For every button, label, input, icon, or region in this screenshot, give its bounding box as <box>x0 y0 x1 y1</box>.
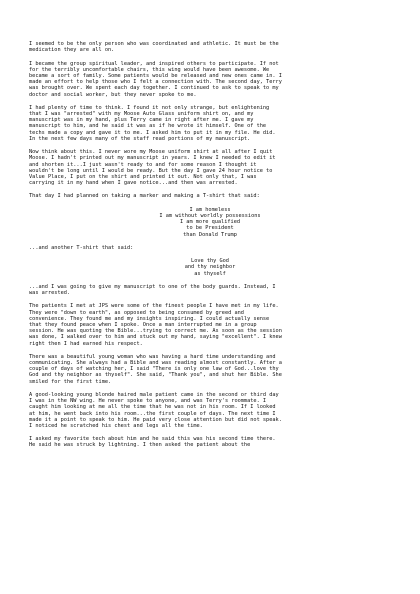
paragraph <box>29 245 391 251</box>
paragraph <box>29 41 391 53</box>
text-line: convenience. They found me and my insights inspiring. I could actually sense <box>29 315 270 322</box>
paragraph <box>29 303 391 346</box>
text-line: that I was "arrested" with my Moose Auto Glass uniform shirt on, and my <box>29 111 254 118</box>
text-line: at him, he went back into his room...the first couple of days. The next time I <box>29 410 276 417</box>
text-line: right then I had earned his respect. <box>29 340 143 347</box>
text-line: Now think about this. I never wore my Moose uniform shirt at all after I quit <box>29 149 273 156</box>
text-line: as thyself <box>194 270 226 277</box>
text-line: I had plenty of time to think. I found it not only strange, but enlightening <box>29 104 270 111</box>
text-line: I seemed to be the only person who was coordinated and athletic. It must be the <box>29 41 279 47</box>
text-line: was brought over. We spent each day together. I continued to ask to speak to my <box>29 85 279 92</box>
text-line: medication they are all on. <box>29 47 115 54</box>
text-line: There was a beautiful young woman who was having a hard time understanding and <box>29 353 276 360</box>
paragraph <box>29 436 391 448</box>
text-line: He said he was struck by lightning. I then asked the patient about the <box>29 442 251 449</box>
text-line: wouldn't be long until I would be ready. But the day I gave 24 hour notice to <box>29 167 273 174</box>
text-line: communicating. She always had a Bible and was reading almost constantly. After a <box>29 360 282 367</box>
text-line: caught him looking at me all the time that he was not in his room. If I looked <box>29 404 276 411</box>
text-line: smiled for the first time. <box>29 378 112 385</box>
text-line: The patients I met at JPS were some of the finest people I have met in my life. <box>29 303 279 310</box>
paragraph <box>29 149 391 186</box>
text-line: I am homeless <box>189 206 231 213</box>
paragraph <box>29 354 391 385</box>
text-line: was done, I walked over to him and stuck out my hand, saying "excellent". I knew <box>29 334 282 341</box>
text-line: techs made a copy and gave it to me. I asked him to put it in my file. He did. <box>29 129 276 136</box>
text-line: I asked my favorite tech about him and he said this was his second time there. <box>29 436 276 443</box>
text-line: That day I had planned on taking a marker and making a T-shirt that said: <box>29 193 260 200</box>
text-line: A good-looking young blonde haired male patient came in the second or third day <box>29 391 279 398</box>
paragraph <box>29 105 391 142</box>
centered-verse <box>29 258 391 277</box>
paragraph <box>29 193 391 199</box>
centered-verse <box>29 207 391 238</box>
text-line: became a sort of family. Some patients would be released and new ones came in. I <box>29 72 282 79</box>
text-line: was arrested. <box>29 290 71 297</box>
text-line: In the next few days many of the staff read portions of my manuscript. <box>29 135 251 142</box>
text-line: and thy neighbor <box>184 264 236 271</box>
text-line: session. He was quoting the Bible...trying to correct me. As soon as the session <box>29 328 282 335</box>
text-line: to be President <box>186 225 234 232</box>
text-line: Value Place, I put on the shirt and printed it out. Not only that, I was <box>29 173 257 180</box>
text-line: and shorten it...I just wasn't ready to and for some reason I thought it <box>29 161 257 168</box>
text-line: God and thy neighbor as thyself". She said, "Thank you", and shut her Bible. She <box>29 372 282 379</box>
text-line: I am more qualified <box>179 219 241 226</box>
text-line: doctor and social worker, but they never spoke to me. <box>29 91 197 98</box>
text-line: than Donald Trump <box>183 231 237 238</box>
text-line: I noticed he scratched his chest and legs all the time. <box>29 422 203 429</box>
text-line: I am without worldly possessions <box>159 212 261 219</box>
text-line: that they found peace when I spoke. Once a man interrupted me in a group <box>29 321 257 328</box>
text-line: made an effort to help those who I felt a connection with. The second day, Terry <box>29 79 282 86</box>
text-line: I became the group spiritual leader, and inspired others to participate. If not <box>29 60 279 67</box>
text-line: carrying it in my hand when I gave notice...and then was arrested. <box>29 180 238 187</box>
text-line: Moose. I hadn't printed out my manuscript in years. I knew I needed to edit it <box>29 155 276 162</box>
paragraph <box>29 61 391 98</box>
paragraph <box>29 392 391 429</box>
text-line: for the terribly uncomfortable chairs, this wing would have been awesome. We <box>29 66 270 73</box>
text-line: Love thy God <box>191 258 229 265</box>
text-line: manuscript was in my hand, plus Terry came in right after me. I gave my <box>29 117 254 124</box>
paragraph <box>29 284 391 296</box>
text-line: ...and I was going to give my manuscript to one of the body guards. Instead, I <box>29 283 276 290</box>
text-line: I was in the NW wing. He never spoke to anyone, and was Terry's roommate. I <box>29 398 267 405</box>
text-line: made it a point to speak to him. He paid very close attention but did not speak. <box>29 416 282 423</box>
text-line: They were "down to earth", as opposed to being consumed by greed and <box>29 309 244 316</box>
text-line: manuscript to him, and he said it was as if he wrote it himself. One of the <box>29 123 267 130</box>
text-line: couple of days of watching her, I said "There is only one law of God...love thy <box>29 366 279 373</box>
text-line: ...and another T-shirt that said: <box>29 244 134 251</box>
